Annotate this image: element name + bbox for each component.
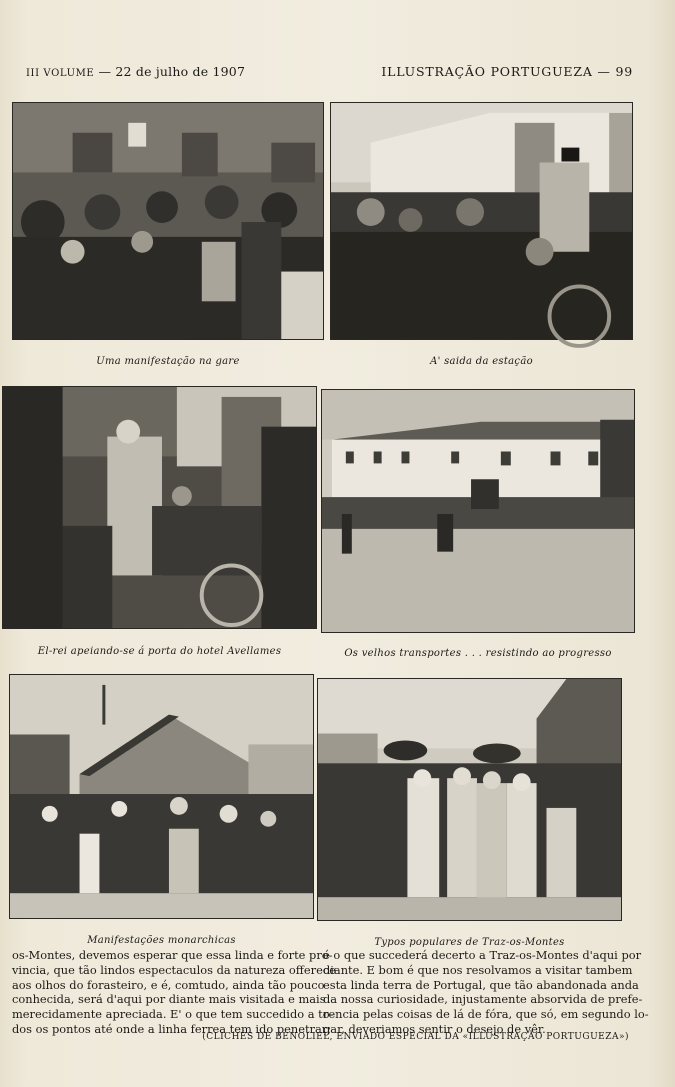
- header-left: [26, 64, 245, 79]
- text-line: merecidamente apreciada. E' o que tem succedido a to-: [12, 1007, 334, 1022]
- text-line: esta linda terra de Portugal, que tão abandonada anda: [323, 977, 639, 992]
- photo-caption: Manifestações monarchicas: [87, 935, 236, 946]
- photo-popular-types: [317, 678, 622, 921]
- magazine-title-page-number: ILLUSTRAÇÃO PORTUGUEZA — 99: [381, 64, 633, 79]
- text-line: gar, deveriamos sentir o desejo de vêr.: [323, 1021, 546, 1036]
- volume-label: III VOLUME: [26, 68, 95, 79]
- photo-caption: Typos populares de Traz-os-Montes: [374, 937, 565, 948]
- photo-caption: El-rei apeiando-se á porta do hotel Avellames: [37, 646, 282, 657]
- photo-king-alighting-hotel: [2, 386, 317, 629]
- photo-manifestation-station: [12, 102, 324, 340]
- text-line: diante. E bom é que nos resolvamos a visitar tambem: [323, 962, 633, 977]
- photo-leaving-station: [330, 102, 633, 340]
- text-line: rencia pelas coisas de lá de fóra, que só, em segundo lo-: [323, 1007, 649, 1022]
- text-line: vincia, que tão lindos espectaculos da natureza offerece: [12, 962, 336, 977]
- page-header: [26, 60, 633, 82]
- text-line: da nossa curiosidade, injustamente absorvida de prefe-: [323, 992, 643, 1007]
- photo-caption: Uma manifestação na gare: [96, 356, 240, 367]
- text-line: aos olhos do forasteiro, e é, comtudo, ainda tão pouco: [12, 977, 325, 992]
- photo-credit: (CLICHÉS DE BENOLIEL, ENVIADO ESPECIAL DA «ILLUSTRAÇÃO PORTUGUEZA»): [202, 1032, 629, 1042]
- photo-old-transports: [321, 389, 635, 633]
- text-line: dos os pontos até onde a linha ferrea tem ido penetrar;: [12, 1021, 332, 1036]
- article-right-column: [323, 948, 649, 1037]
- article-left-column: [12, 948, 336, 1037]
- photo-caption: A' saida da estação: [430, 356, 533, 367]
- text-line: os-Montes, devemos esperar que essa linda e forte pro-: [12, 948, 333, 962]
- photo-caption: Os velhos transportes . . . resistindo ao progresso: [344, 648, 612, 659]
- issue-date: — 22 de julho de 1907: [98, 64, 246, 79]
- photo-monarchic-demonstrations: [9, 674, 314, 919]
- text-line: é o que succederá decerto a Traz-os-Montes d'aqui por: [323, 948, 642, 962]
- text-line: conhecida, será d'aqui por diante mais visitada e mais: [12, 992, 326, 1007]
